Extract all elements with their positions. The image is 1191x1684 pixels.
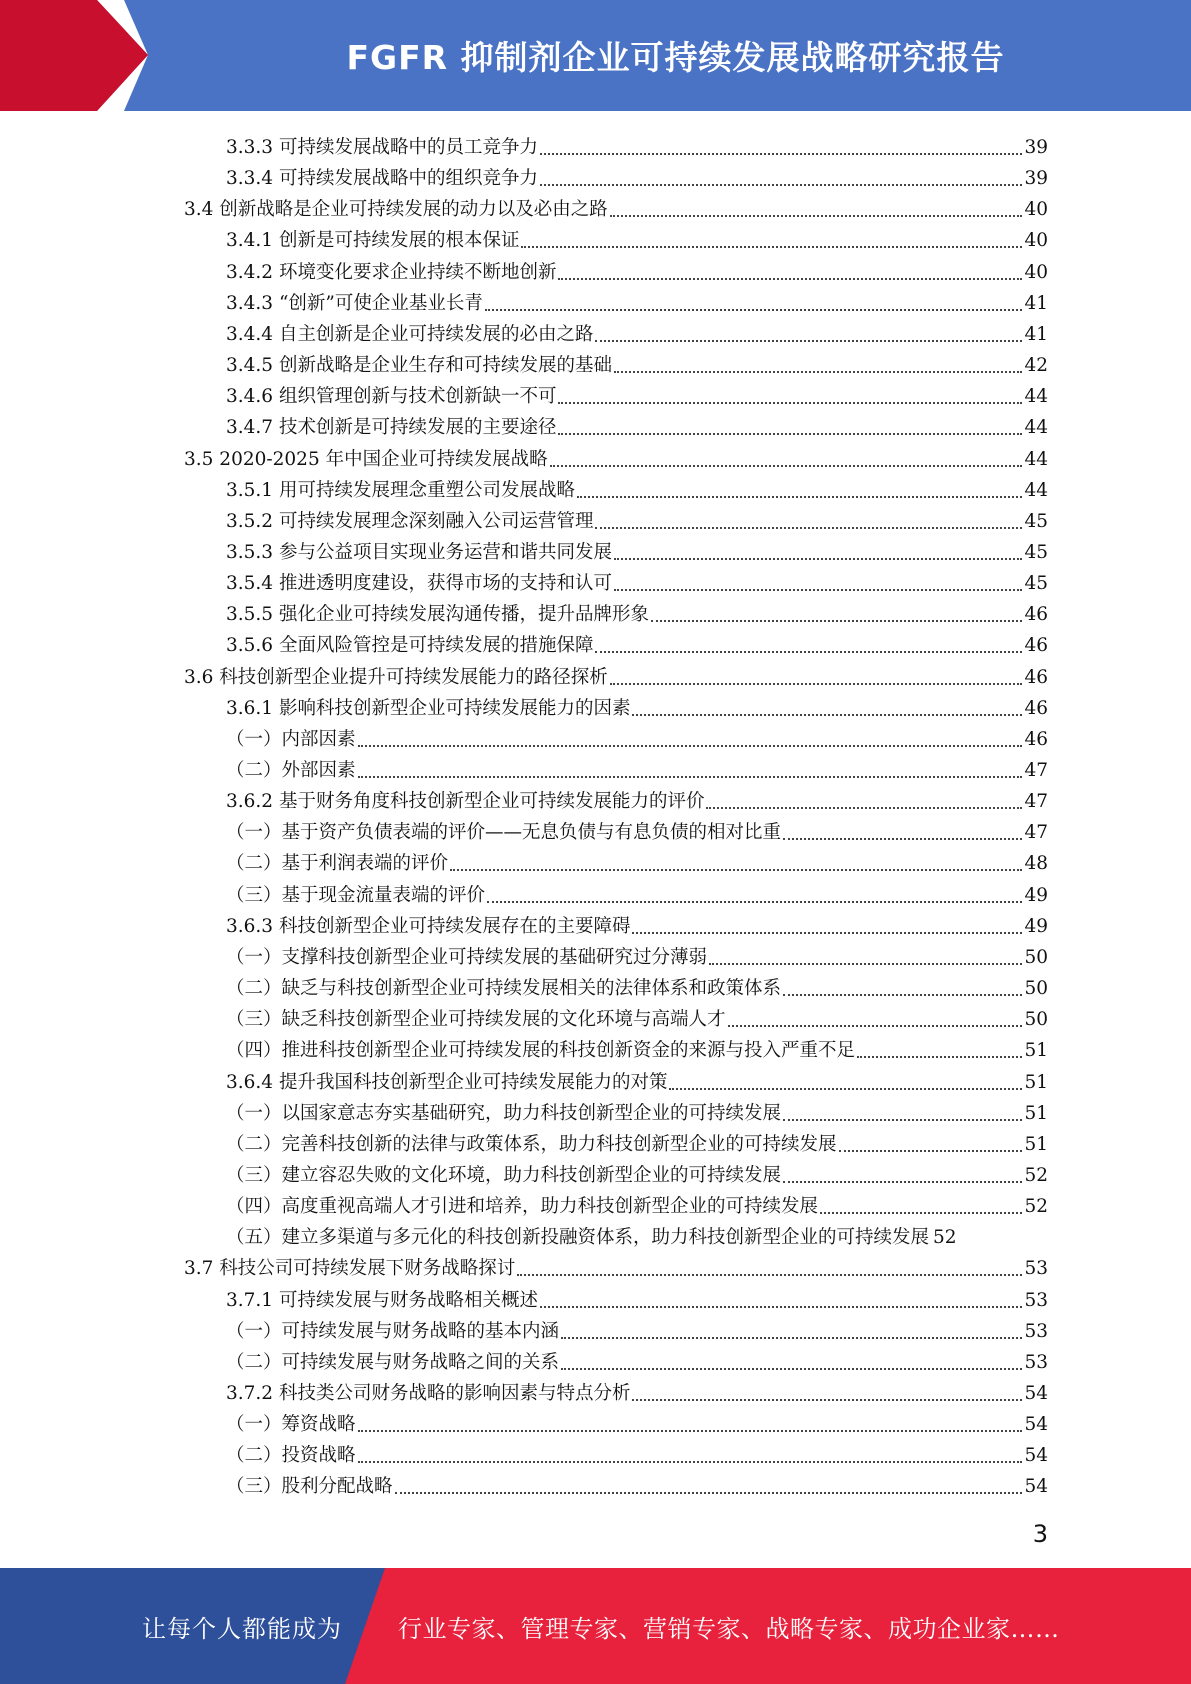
toc-entry-label: 3.5.3 参与公益项目实现业务运营和谐共同发展 <box>226 541 612 563</box>
toc-leader-dots <box>521 246 1022 248</box>
toc-entry[interactable] <box>226 159 1048 190</box>
toc-entry-label: 3.4.5 创新战略是企业生存和可持续发展的基础 <box>226 355 612 377</box>
toc-entry-label: （二）缺乏与科技创新型企业可持续发展相关的法律体系和政策体系 <box>226 978 782 1000</box>
toc-entry-page: 44 <box>1024 417 1048 439</box>
toc-leader-dots <box>709 963 1022 965</box>
toc-leader-dots <box>395 1492 1023 1494</box>
toc-entry-page: 45 <box>1024 573 1048 595</box>
toc-entry-page: 40 <box>1024 261 1048 283</box>
toc-entry-label: （三）缺乏科技创新型企业可持续发展的文化环境与高端人才 <box>226 1009 726 1031</box>
toc-entry-label: （三）股利分配战略 <box>226 1476 393 1498</box>
toc-leader-dots <box>614 371 1022 373</box>
toc-entry-page: 52 <box>1024 1164 1048 1186</box>
toc-entry[interactable] <box>226 689 1048 720</box>
toc-entry-label: 3.3.3 可持续发展战略中的员工竞争力 <box>226 137 538 158</box>
toc-entry-label: 3.5.4 推进透明度建设，获得市场的支持和认可 <box>226 573 612 595</box>
toc-leader-dots <box>558 278 1022 280</box>
toc-leader-dots <box>728 1025 1023 1027</box>
toc-leader-dots <box>706 807 1022 809</box>
toc-entry-page: 40 <box>1024 199 1048 221</box>
toc-entry[interactable] <box>226 938 1048 969</box>
toc-entry-label: （一）内部因素 <box>226 728 356 750</box>
toc-entry-label: 3.7.1 可持续发展与财务战略相关概述 <box>226 1289 538 1311</box>
toc-leader-dots <box>485 309 1023 311</box>
toc-entry-label: （二）完善科技创新的法律与政策体系，助力科技创新型企业的可持续发展 <box>226 1133 837 1155</box>
toc-leader-dots <box>783 994 1022 996</box>
toc-entry-page: 47 <box>1024 822 1048 844</box>
toc-leader-dots <box>614 589 1022 591</box>
toc-entry[interactable] <box>226 969 1048 1000</box>
toc-entry-page: 53 <box>1024 1320 1048 1342</box>
toc-entry-page: 42 <box>1024 355 1048 377</box>
toc-entry[interactable] <box>226 284 1048 315</box>
toc-leader-dots <box>610 215 1023 217</box>
toc-leader-dots <box>577 496 1022 498</box>
report-title: FGFR 抑制剂企业可持续发展战略研究报告 <box>346 38 1005 77</box>
toc-entry[interactable] <box>226 315 1048 346</box>
toc-entry-label: 3.4 创新战略是企业可持续发展的动力以及必由之路 <box>184 199 608 221</box>
toc-entry-label: （五）建立多渠道与多元化的科技创新投融资体系，助力科技创新型企业的可持续发展 <box>226 1227 930 1249</box>
toc-entry-page: 49 <box>1024 915 1048 937</box>
toc-entry-label: 3.5.5 强化企业可持续发展沟通传播，提升品牌形象 <box>226 604 649 626</box>
toc-entry-page: 54 <box>1024 1383 1048 1404</box>
toc-entry-page: 46 <box>1024 635 1048 657</box>
toc-leader-dots <box>487 901 1022 903</box>
toc-leader-dots <box>561 1368 1022 1370</box>
toc-entry-page: 50 <box>1024 1009 1048 1031</box>
toc-entry-label: 3.4.6 组织管理创新与技术创新缺一不可 <box>226 386 557 408</box>
toc-leader-dots <box>857 1056 1022 1058</box>
toc-leader-dots <box>614 558 1022 560</box>
toc-leader-dots <box>558 402 1022 404</box>
toc-entry[interactable] <box>226 1281 1048 1312</box>
toc-entry-page: 53 <box>1024 1289 1048 1311</box>
toc-entry[interactable] <box>226 1000 1048 1031</box>
toc-entry[interactable] <box>226 1467 1048 1498</box>
toc-entry-label: 3.4.4 自主创新是企业可持续发展的必由之路 <box>226 323 594 345</box>
toc-entry-label: 3.4.2 环境变化要求企业持续不断地创新 <box>226 261 557 283</box>
toc-entry-page: 45 <box>1024 510 1048 532</box>
toc-entry[interactable] <box>226 626 1048 657</box>
toc-entry[interactable] <box>226 471 1048 502</box>
toc-entry[interactable] <box>226 564 1048 595</box>
toc-entry-label: （二）可持续发展与财务战略之间的关系 <box>226 1351 560 1373</box>
toc-leader-dots <box>450 869 1022 871</box>
toc-entry-label: 3.6.3 科技创新型企业可持续发展存在的主要障碍 <box>226 915 631 937</box>
toc-entry-label: 3.4.3 “创新”可使企业基业长青 <box>226 292 483 314</box>
toc-entry[interactable] <box>226 1343 1048 1374</box>
toc-entry[interactable] <box>226 1312 1048 1343</box>
toc-entry-page: 46 <box>1024 604 1048 626</box>
toc-leader-dots <box>669 1088 1022 1090</box>
toc-leader-dots <box>358 776 1023 778</box>
toc-entry-label: 3.6 科技创新型企业提升可持续发展能力的路径探析 <box>184 666 608 688</box>
toc-entry-page: 52 <box>1024 1196 1048 1218</box>
toc-entry-label: 3.6.4 提升我国科技创新型企业可持续发展能力的对策 <box>226 1071 668 1093</box>
toc-entry-label: 3.5.6 全面风险管控是可持续发展的措施保障 <box>226 635 594 657</box>
toc-entry-page: 52 <box>933 1227 957 1249</box>
toc-entry-page: 40 <box>1024 230 1048 252</box>
toc-entry[interactable] <box>226 720 1048 751</box>
toc-entry[interactable] <box>226 1374 1048 1405</box>
toc-entry-label: 3.5.2 可持续发展理念深刻融入公司运营管理 <box>226 510 594 532</box>
toc-entry-label: （一）以国家意志夯实基础研究，助力科技创新型企业的可持续发展 <box>226 1102 782 1124</box>
toc-entry-page: 51 <box>1024 1040 1048 1062</box>
toc-leader-dots <box>358 1430 1023 1432</box>
toc-entry-page: 53 <box>1024 1258 1048 1280</box>
toc-entry-page: 46 <box>1024 666 1048 688</box>
toc-entry[interactable] <box>226 844 1048 875</box>
toc-entry[interactable] <box>226 782 1048 813</box>
toc-leader-dots <box>783 1119 1022 1121</box>
toc-entry-page: 49 <box>1024 884 1048 906</box>
toc-entry-label: （四）推进科技创新型企业可持续发展的科技创新资金的来源与投入严重不足 <box>226 1040 856 1062</box>
toc-entry-label: （二）基于利润表端的评价 <box>226 853 449 875</box>
toc-entry-label: 3.7 科技公司可持续发展下财务战略探讨 <box>184 1258 516 1280</box>
toc-entry-page: 50 <box>1024 946 1048 968</box>
toc-entry-label: （二）投资战略 <box>226 1445 356 1467</box>
toc-leader-dots <box>358 745 1023 747</box>
toc-entry[interactable] <box>226 751 1048 782</box>
toc-entry[interactable] <box>226 907 1048 938</box>
toc-entry-page: 50 <box>1024 978 1048 1000</box>
toc-leader-dots <box>632 932 1022 934</box>
toc-entry-page: 44 <box>1024 448 1048 470</box>
page-number: 3 <box>1032 1520 1048 1548</box>
toc-entry[interactable] <box>226 128 1048 159</box>
toc-entry[interactable] <box>226 221 1048 252</box>
toc-entry[interactable] <box>226 1094 1048 1125</box>
toc-entry-label: 3.3.4 可持续发展战略中的组织竞争力 <box>226 168 538 190</box>
toc-entry[interactable] <box>226 1405 1048 1436</box>
toc-entry[interactable] <box>226 1125 1048 1156</box>
footer-slogan-left: 让每个人都能成为 <box>142 1614 342 1643</box>
page-footer <box>0 1568 1191 1684</box>
toc-entry-page: 51 <box>1024 1071 1048 1093</box>
toc-entry[interactable] <box>226 813 1048 844</box>
footer-slogan-right: 行业专家、管理专家、营销专家、战略专家、成功企业家…… <box>398 1614 1060 1643</box>
toc-entry-page: 47 <box>1024 760 1048 781</box>
toc-entry-label: （一）基于资产负债表端的评价——无息负债与有息负债的相对比重 <box>226 822 782 844</box>
toc-leader-dots <box>358 1461 1023 1463</box>
toc-entry[interactable] <box>226 1063 1048 1094</box>
toc-leader-dots <box>540 153 1022 155</box>
toc-entry-page: 47 <box>1024 791 1048 813</box>
toc-leader-dots <box>820 1212 1022 1214</box>
toc-entry-page: 51 <box>1024 1102 1048 1124</box>
toc-entry[interactable] <box>226 533 1048 564</box>
toc-entry-page: 45 <box>1024 541 1048 563</box>
toc-leader-dots <box>550 465 1023 467</box>
toc-entry-page: 44 <box>1024 386 1048 408</box>
toc-entry-label: 3.4.7 技术创新是可持续发展的主要途径 <box>226 417 557 439</box>
toc-entry-page: 48 <box>1024 853 1048 875</box>
toc-entry-page: 41 <box>1024 292 1048 314</box>
toc-entry-label: 3.7.2 科技类公司财务战略的影响因素与特点分析 <box>226 1383 631 1404</box>
toc-entry-label: （一）可持续发展与财务战略的基本内涵 <box>226 1320 560 1342</box>
toc-entry-label: （四）高度重视高端人才引进和培养，助力科技创新型企业的可持续发展 <box>226 1196 819 1218</box>
toc-entry-label: 3.6.1 影响科技创新型企业可持续发展能力的因素 <box>226 697 631 719</box>
toc-entry-page: 54 <box>1024 1476 1048 1498</box>
toc-leader-dots <box>783 838 1022 840</box>
toc-entry[interactable] <box>184 1249 1048 1280</box>
toc-entry-page: 39 <box>1024 137 1048 158</box>
toc-leader-dots <box>540 184 1022 186</box>
toc-entry[interactable] <box>226 595 1048 626</box>
toc-leader-dots <box>632 714 1022 716</box>
toc-entry[interactable] <box>226 1187 1048 1218</box>
toc-entry-page: 46 <box>1024 728 1048 750</box>
toc-entry[interactable] <box>226 253 1048 284</box>
toc-entry-label: （二）外部因素 <box>226 760 356 781</box>
toc-entry-label: 3.5.1 用可持续发展理念重塑公司发展战略 <box>226 479 575 501</box>
toc-leader-dots <box>561 1337 1022 1339</box>
toc-entry-label: 3.4.1 创新是可持续发展的根本保证 <box>226 230 520 252</box>
toc-leader-dots <box>651 620 1022 622</box>
toc-leader-dots <box>783 1181 1022 1183</box>
toc-entry[interactable] <box>226 1156 1048 1187</box>
toc-entry-page: 46 <box>1024 697 1048 719</box>
toc-entry-label: 3.6.2 基于财务角度科技创新型企业可持续发展能力的评价 <box>226 791 705 813</box>
toc-leader-dots <box>632 1399 1022 1401</box>
toc-entry[interactable] <box>226 377 1048 408</box>
toc-entry-label: 3.5 2020-2025 年中国企业可持续发展战略 <box>184 448 548 470</box>
toc-leader-dots <box>595 340 1022 342</box>
toc-leader-dots <box>839 1150 1023 1152</box>
toc-entry-page: 54 <box>1024 1414 1048 1436</box>
toc-entry-page: 53 <box>1024 1351 1048 1373</box>
toc-entry-label: （一）支撑科技创新型企业可持续发展的基础研究过分薄弱 <box>226 946 708 968</box>
toc-entry[interactable] <box>226 1031 1048 1062</box>
toc-entry[interactable] <box>226 1436 1048 1467</box>
toc-entry[interactable] <box>226 346 1048 377</box>
toc-leader-dots <box>540 1306 1022 1308</box>
toc-entry-page: 44 <box>1024 479 1048 501</box>
toc-entry[interactable] <box>226 1218 1048 1249</box>
toc-entry-page: 41 <box>1024 323 1048 345</box>
toc-entry[interactable] <box>184 440 1048 471</box>
page-header <box>0 0 1191 111</box>
toc-leader-dots <box>610 683 1023 685</box>
toc-leader-dots <box>517 1274 1022 1276</box>
toc-entry-label: （一）筹资战略 <box>226 1414 356 1436</box>
toc-entry-label: （三）基于现金流量表端的评价 <box>226 884 486 906</box>
toc-entry[interactable] <box>184 658 1048 689</box>
toc-entry-page: 39 <box>1024 168 1048 190</box>
toc-leader-dots <box>595 651 1022 653</box>
toc-entry-page: 51 <box>1024 1133 1048 1155</box>
toc-entry[interactable] <box>184 190 1048 221</box>
toc-entry-page: 54 <box>1024 1445 1048 1467</box>
toc-entry[interactable] <box>226 408 1048 439</box>
toc-entry[interactable] <box>226 876 1048 907</box>
toc-leader-dots <box>558 433 1022 435</box>
toc-entry[interactable] <box>226 502 1048 533</box>
toc-leader-dots <box>595 527 1022 529</box>
toc-entry-label: （三）建立容忍失败的文化环境，助力科技创新型企业的可持续发展 <box>226 1164 782 1186</box>
